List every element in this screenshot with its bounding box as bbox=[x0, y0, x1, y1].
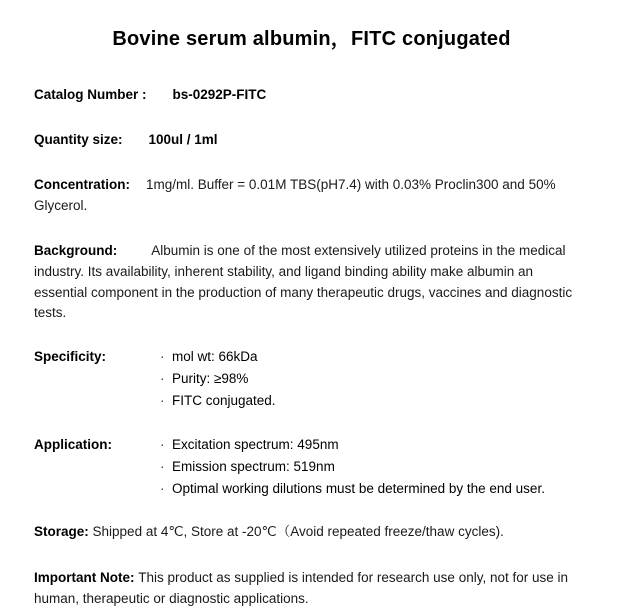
quantity-size-row bbox=[34, 130, 589, 151]
storage-value: Shipped at 4℃, Store at -20℃（Avoid repeated freeze/thaw cycles). bbox=[92, 523, 504, 539]
list-item bbox=[160, 368, 589, 390]
background-row bbox=[34, 241, 589, 325]
page-title: Bovine serum albumin，FITC conjugated bbox=[112, 28, 511, 50]
list-item bbox=[160, 478, 589, 500]
storage-label: Storage: bbox=[34, 523, 89, 539]
specificity-item-text: Purity: ≥98% bbox=[172, 371, 249, 387]
application-item-text: Emission spectrum: 519nm bbox=[172, 458, 335, 474]
concentration-value: 1mg/ml. Buffer = 0.01M TBS(pH7.4) with 0.03% Proclin300 and 50% Glycerol. bbox=[34, 176, 556, 213]
bullet-icon: · bbox=[160, 436, 165, 452]
specificity-item-text: mol wt: 66kDa bbox=[172, 349, 258, 365]
important-note-value: This product as supplied is intended for research use only, not for use in human, therapeutic or diagnostic applications. bbox=[34, 570, 569, 607]
concentration-label: Concentration: bbox=[34, 176, 130, 192]
list-item bbox=[160, 390, 589, 412]
bullet-icon: · bbox=[160, 480, 165, 496]
list-item bbox=[160, 346, 589, 368]
important-note-label: Important Note: bbox=[34, 570, 135, 586]
background-value: Albumin is one of the most extensively utilized proteins in the medical industry. Its availability, inherent stability, and ligand binding ability make albumin an essential component in the production of many therapeutic drugs, vaccines and diagnostic tests. bbox=[34, 242, 573, 321]
application-item-text: Optimal working dilutions must be determined by the end user. bbox=[172, 480, 545, 496]
datasheet-page bbox=[0, 22, 623, 607]
bullet-icon: · bbox=[160, 393, 165, 409]
specificity-list bbox=[146, 346, 589, 412]
bullet-icon: · bbox=[160, 371, 165, 387]
specificity-row bbox=[34, 346, 589, 412]
concentration-row bbox=[34, 175, 589, 217]
storage-row bbox=[34, 522, 589, 543]
application-list bbox=[146, 434, 589, 500]
quantity-size-label: Quantity size: bbox=[34, 131, 123, 147]
application-label: Application: bbox=[34, 436, 112, 452]
catalog-number-value: bs-0292P-FITC bbox=[172, 87, 267, 102]
catalog-number-row bbox=[34, 85, 589, 106]
application-row bbox=[34, 434, 589, 500]
list-item bbox=[160, 456, 589, 478]
catalog-number-label: Catalog Number : bbox=[34, 87, 147, 102]
background-label: Background: bbox=[34, 242, 118, 258]
specificity-item-text: FITC conjugated. bbox=[172, 393, 276, 409]
bullet-icon: · bbox=[160, 458, 165, 474]
application-item-text: Excitation spectrum: 495nm bbox=[172, 436, 339, 452]
bullet-icon: · bbox=[160, 349, 165, 365]
quantity-size-value: 100ul / 1ml bbox=[148, 131, 218, 147]
important-note-row bbox=[34, 568, 589, 610]
specificity-label: Specificity: bbox=[34, 349, 107, 365]
list-item bbox=[160, 434, 589, 456]
